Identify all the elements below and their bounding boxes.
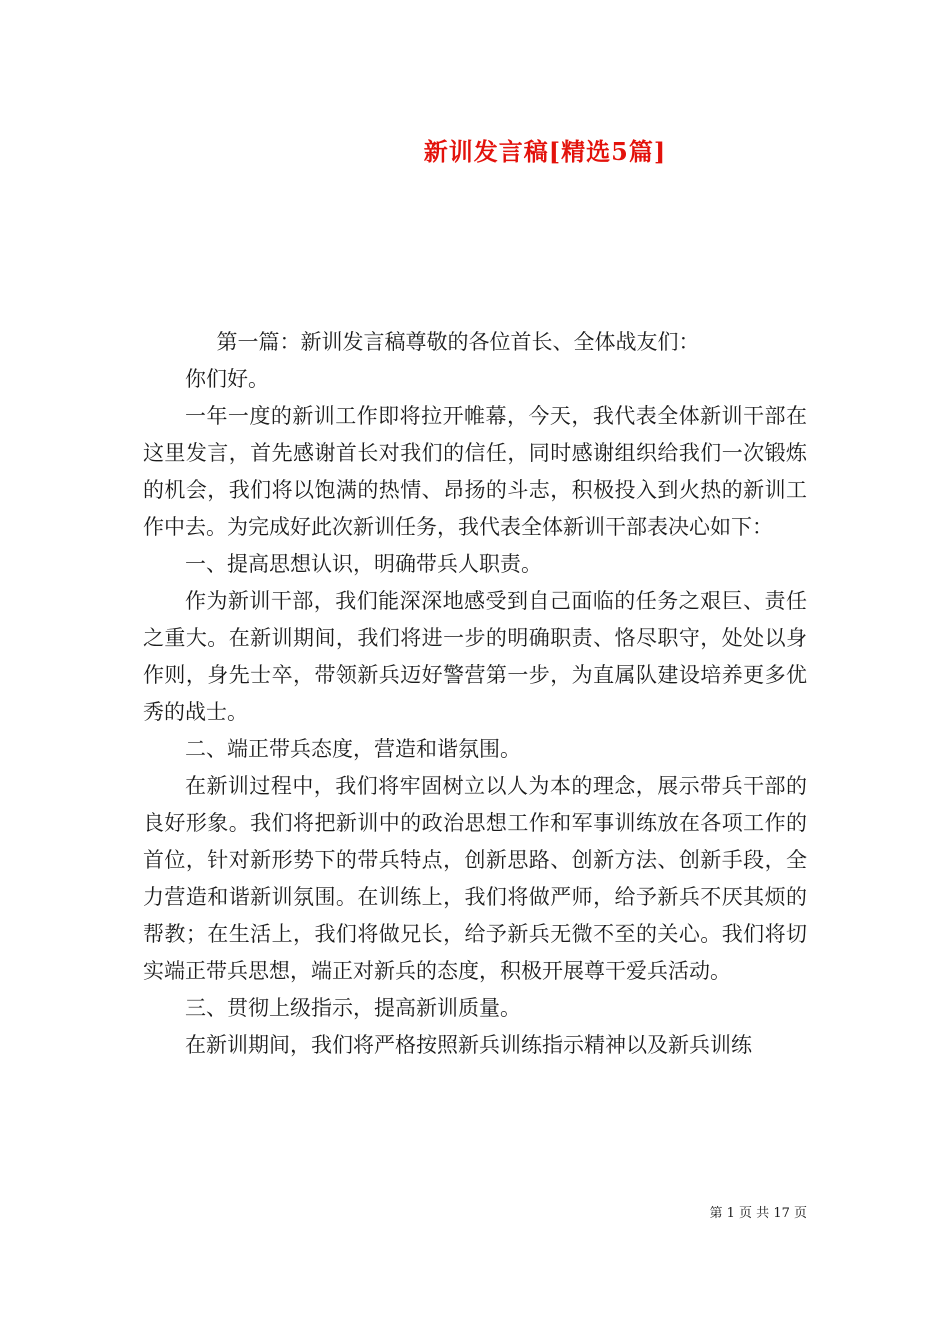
section-heading: 二、端正带兵态度，营造和谐氛围。 bbox=[185, 737, 521, 761]
document-title: 新训发言稿[精选5篇] bbox=[423, 137, 667, 166]
paragraph: 在新训过程中，我们将牢固树立以人为本的理念，展示带兵干部的良好形象。我们将把新训中的政治思想工作和军事训练放在各项工作的首位，针对新形势下的带兵特点，创新思路、创新方法、创新手段，全力营造和谐新训氛围。在训练上，我们将做严师，给予新兵不厌其烦的帮教；在生活上，我们将做兄长，给予新兵无微不至的关心。我们将切实端正带兵思想，端正对新兵的态度，积极开展尊干爱兵活动。 bbox=[143, 774, 807, 983]
paragraph: 第一篇：新训发言稿尊敬的各位首长、全体战友们： bbox=[216, 330, 700, 354]
document-body bbox=[143, 324, 807, 1064]
section-heading: 一、提高思想认识，明确带兵人职责。 bbox=[185, 552, 542, 576]
paragraph: 作为新训干部，我们能深深地感受到自己面临的任务之艰巨、责任之重大。在新训期间，我们将进一步的明确职责、恪尽职守，处处以身作则，身先士卒，带领新兵迈好警营第一步，为直属队建设培养更多优秀的战士。 bbox=[143, 589, 807, 724]
paragraph: 你们好。 bbox=[185, 367, 269, 391]
section-heading: 三、贯彻上级指示，提高新训质量。 bbox=[185, 996, 521, 1020]
paragraph: 在新训期间，我们将严格按照新兵训练指示精神以及新兵训练 bbox=[185, 1033, 752, 1057]
paragraph: 一年一度的新训工作即将拉开帷幕，今天，我代表全体新训干部在这里发言，首先感谢首长对我们的信任，同时感谢组织给我们一次锻炼的机会，我们将以饱满的热情、昂扬的斗志，积极投入到火热的新训工作中去。为完成好此次新训任务，我代表全体新训干部表决心如下： bbox=[143, 404, 807, 539]
page-number-footer: 第 1 页 共 17 页 bbox=[709, 1206, 807, 1221]
